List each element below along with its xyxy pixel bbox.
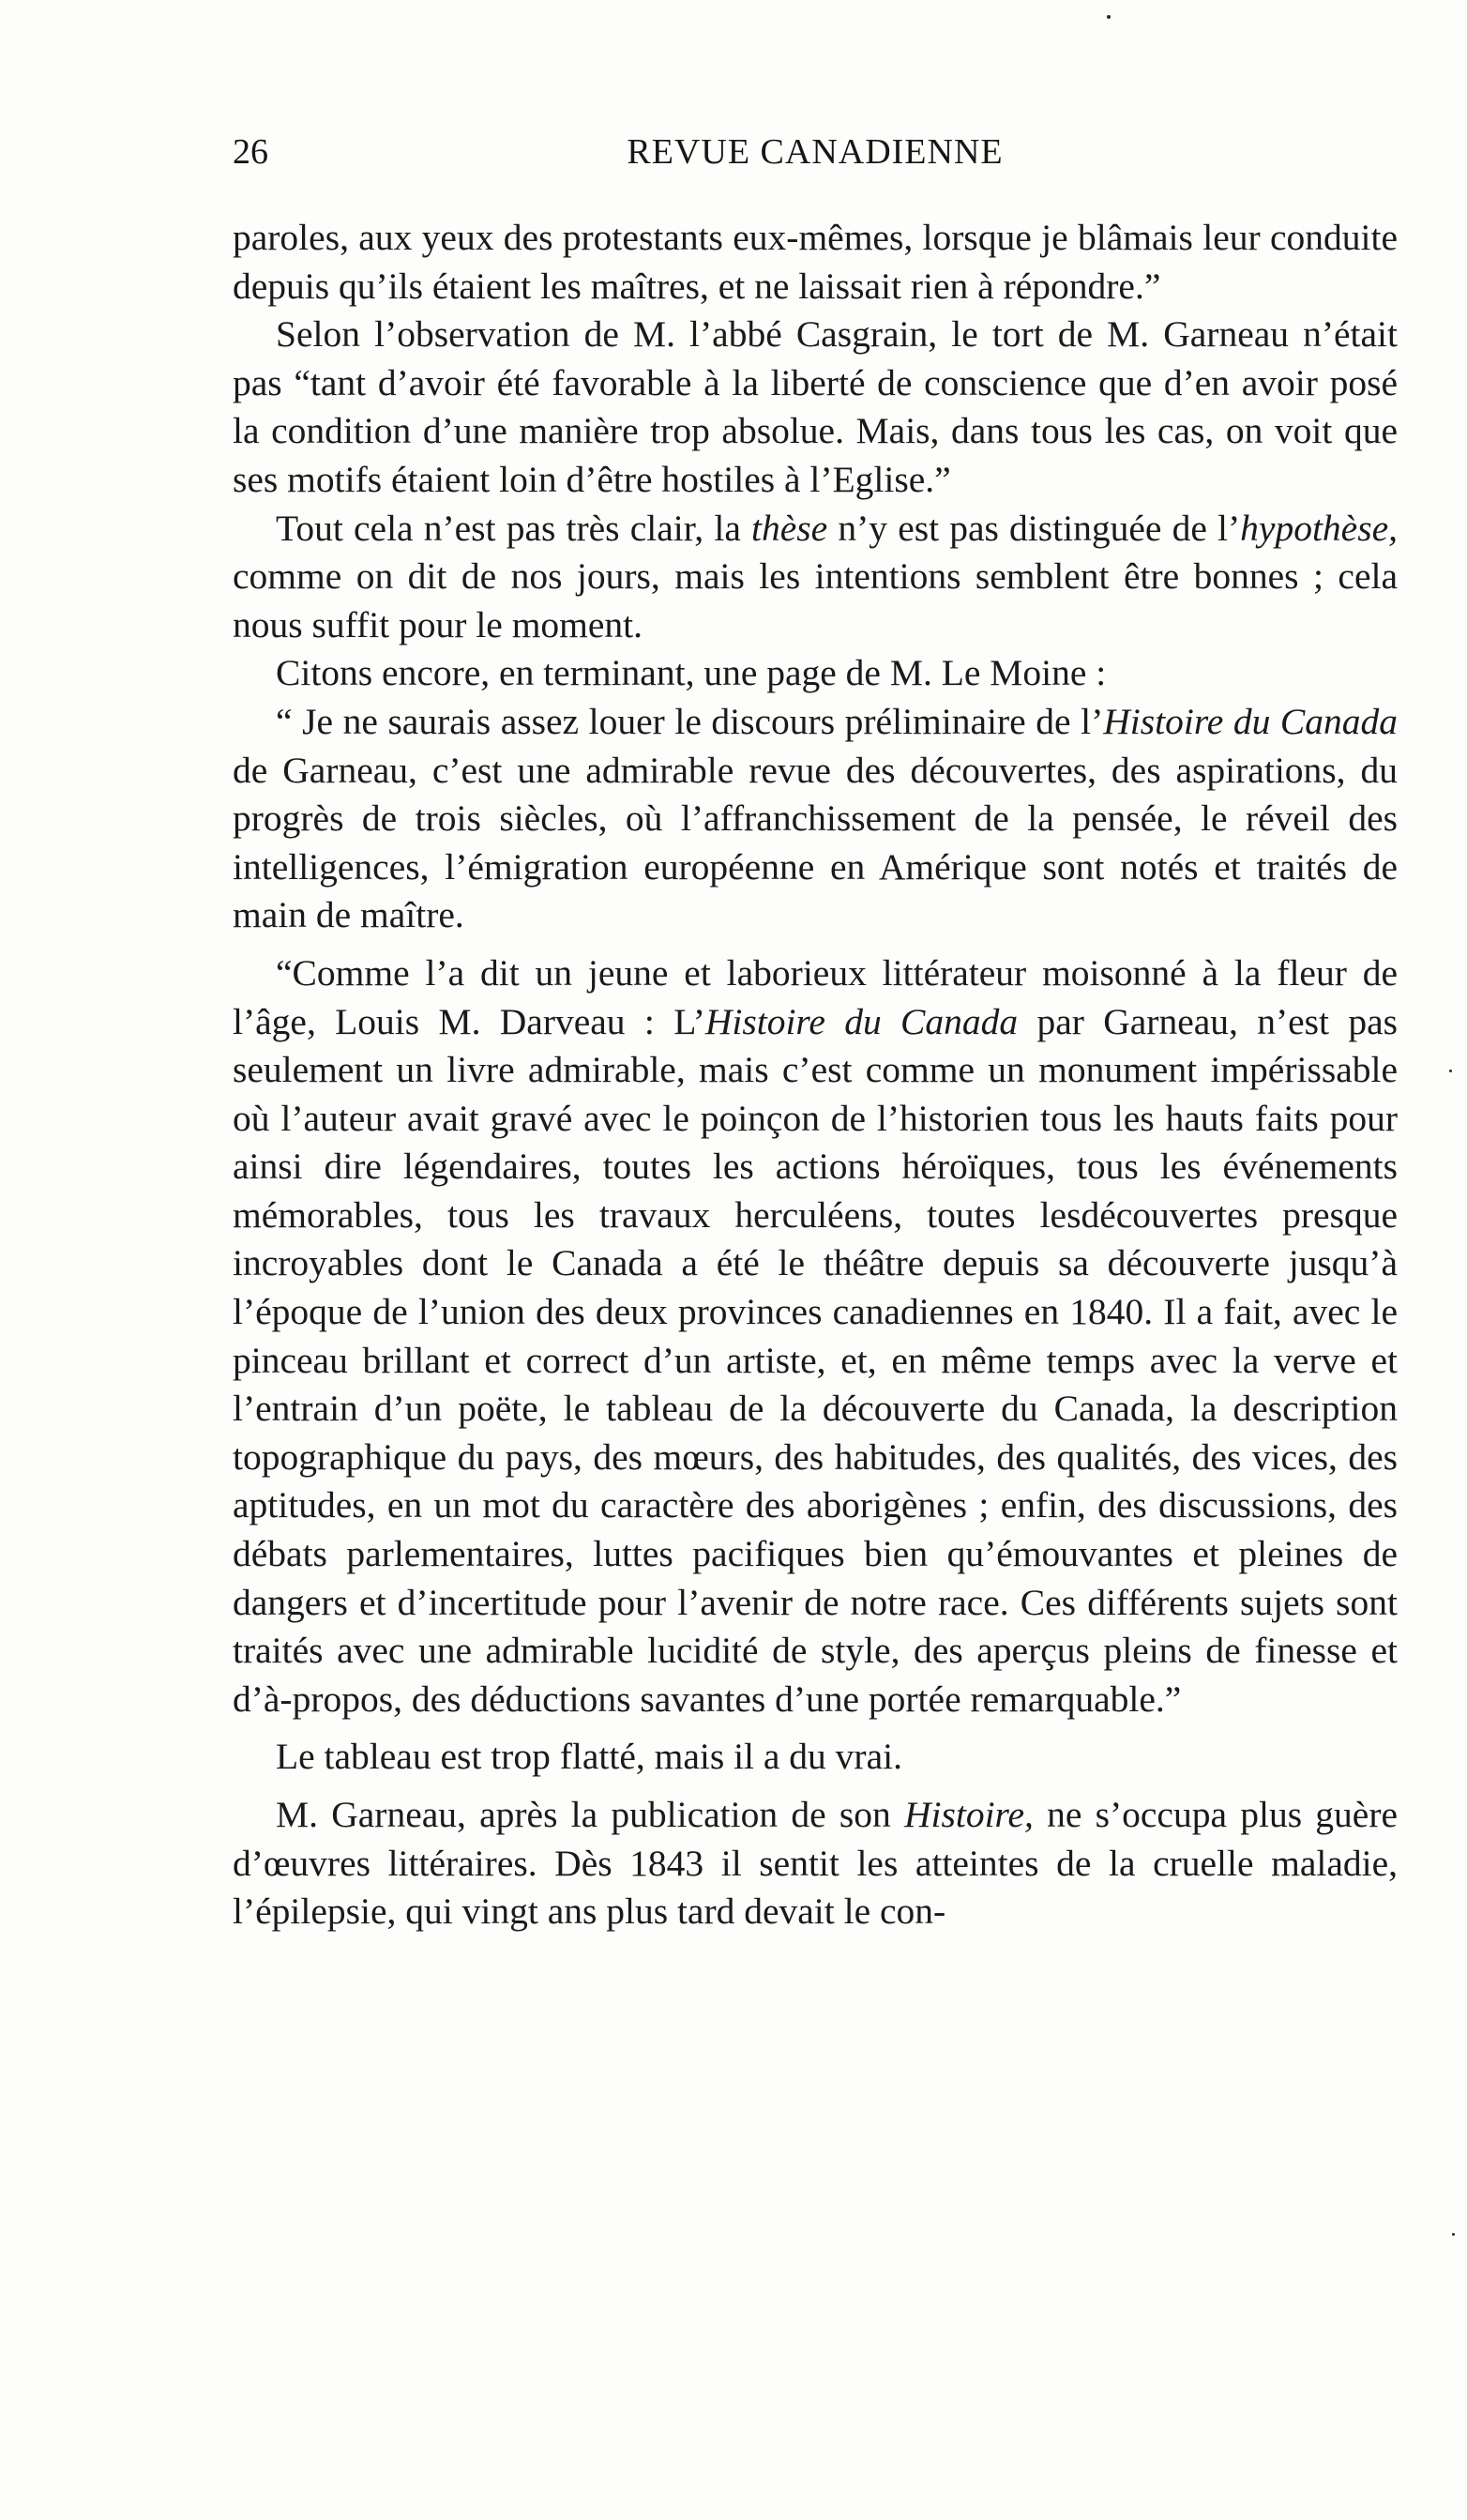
- paragraph-tableau-flatte: Le tableau est trop flatté, mais il a du vrai.: [276, 1736, 902, 1778]
- italic-hypothese: hypothèse,: [1240, 507, 1398, 549]
- paragraph-casgrain-observation: Selon l’observation de M. l’abbé Casgrain, le tort de M. Garneau n’était pas “tant d’avoir été favorable à la liberté de conscience que d’en avoir posé la condition d’une manière trop absolue. Mais, dans tous les cas, on voit que ses motifs étaient loin d’être hostiles à l’Eglise.”: [233, 313, 1398, 500]
- scan-speck: [1107, 15, 1111, 19]
- paragraph-these-hypothese: Tout cela n’est pas très clair, la thèse n’y est pas distinguée de l’hypothèse, comme on dit de nos jours, mais les intentions semblent être bonnes ; cela nous suffit pour le moment.: [233, 507, 1398, 645]
- paragraph-quote-darveau: “Comme l’a dit un jeune et laborieux littérateur moisonné à la fleur de l’âge, Louis M. Darveau : L’Histoire du Canada par Garneau, n’est pas seulement un livre admirable, mais c’est comme un monument impérissable où l’auteur avait gravé avec le poinçon de l’historien tous les hauts faits pour ainsi dire légendaires, toutes les actions héroïques, tous les événements mémorables, tous les travaux herculéens, toutes lesdécouvertes presque incroyables dont le Canada a été le théâtre depuis sa découverte jusqu’à l’époque de l’union des deux provinces canadiennes en 1840. Il a fait, avec le pinceau brillant et correct d’un artiste, et, en même temps avec la verve et l’entrain d’un poëte, le tableau de la découverte du Canada, la description topographique du pays, des mœurs, des habitudes, des qualités, des vices, des aptitudes, en un mot du caractère des aborigènes ; enfin, des discussions, des débats parlementaires, luttes pacifiques bien qu’émouvantes et pleines de dangers et d’incertitude pour l’avenir de notre race. Ces différents sujets sont traités avec une admirable lucidité de style, des aperçus pleins de finesse et d’à-propos, des déductions savantes d’une portée remarquable.”: [233, 951, 1398, 1720]
- scan-speck: [1449, 1070, 1452, 1072]
- body-text: [233, 214, 1398, 1936]
- italic-histoire-du-canada: Histoire du Canada: [1103, 700, 1399, 742]
- paragraph-continuation: paroles, aux yeux des protestants eux-mêmes, lorsque je blâmais leur conduite depuis qu’ils étaient les maîtres, et ne laissait rien à répondre.”: [233, 217, 1398, 307]
- running-header: [233, 131, 1398, 188]
- italic-histoire: Histoire,: [903, 1794, 1034, 1835]
- paragraph-garneau-maladie: M. Garneau, après la publication de son Histoire, ne s’occupa plus guère d’œuvres littéraires. Dès 1843 il sentit les atteintes de la cruelle maladie, l’épilepsie, qui vingt ans plus tard devait le con-: [233, 1794, 1399, 1933]
- page-number: 26: [233, 132, 268, 172]
- scan-speck: [1452, 2233, 1455, 2236]
- paragraph-citons-le-moine: Citons encore, en terminant, une page de M. Le Moine :: [276, 652, 1107, 694]
- italic-these: thèse: [751, 507, 828, 549]
- running-title: REVUE CANADIENNE: [627, 132, 1004, 172]
- paragraph-quote-discours: “ Je ne saurais assez louer le discours préliminaire de l’Histoire du Canada de Garneau, c’est une admirable revue des découvertes, des aspirations, du progrès de trois siècles, où l’affranchissement de la pensée, le réveil des intelligences, l’émigration européenne en Amérique sont notés et traités de main de maître.: [233, 700, 1399, 936]
- italic-histoire-du-canada: Histoire du Canada: [704, 1000, 1019, 1042]
